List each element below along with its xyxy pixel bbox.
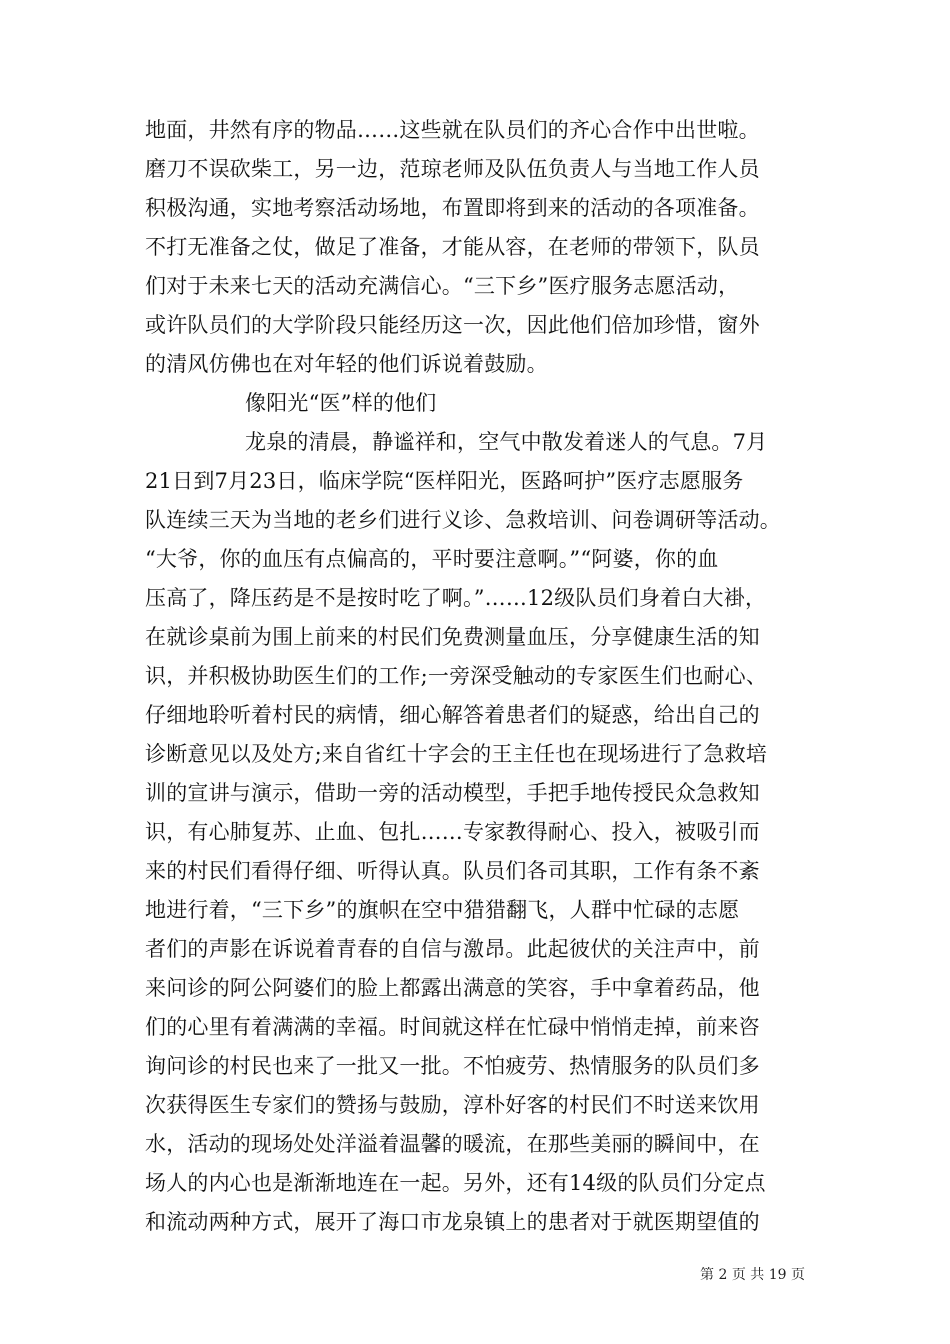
paragraph-2-line: 诊断意见以及处方;来自省红十字会的王主任也在现场进行了急救培 [145,742,768,766]
paragraph-1-line: 或许队员们的大学阶段只能经历这一次，因此他们倍加珍惜，窗外 [145,313,760,337]
paragraph-2-line: 龙泉的清晨，静谧祥和，空气中散发着迷人的气息。7月 [245,430,768,454]
paragraph-2-line: 询问诊的村民也来了一批又一批。不怕疲劳、热情服务的队员们多 [145,1054,760,1078]
paragraph-2-line: 者们的声影在诉说着青春的自信与激昂。此起彼伏的关注声中，前 [145,937,760,961]
paragraph-1-line: 们对于未来七天的活动充满信心。“三下乡”医疗服务志愿活动， [145,274,740,298]
paragraph-2-line: 水，活动的现场处处洋溢着温馨的暖流，在那些美丽的瞬间中，在 [145,1132,760,1156]
paragraph-1-line: 磨刀不误砍柴工，另一边，范琼老师及队伍负责人与当地工作人员 [145,157,760,181]
paragraph-1-line: 不打无准备之仗，做足了准备，才能从容，在老师的带领下，队员 [145,235,760,259]
paragraph-2-line: 识，有心肺复苏、止血、包扎……专家教得耐心、投入，被吸引而 [145,820,760,844]
paragraph-2-line: 在就诊桌前为围上前来的村民们免费测量血压，分享健康生活的知 [145,625,760,649]
paragraph-2-line: 21日到7月23日，临床学院“医样阳光，医路呵护”医疗志愿服务 [145,469,744,493]
paragraph-2-line: 地进行着，“三下乡”的旗帜在空中猎猎翻飞，人群中忙碌的志愿 [145,898,740,922]
paragraph-2-line: 来问诊的阿公阿婆们的脸上都露出满意的笑容，手中拿着药品，他 [145,976,760,1000]
paragraph-2-line: 和流动两种方式，展开了海口市龙泉镇上的患者对于就医期望值的 [145,1210,760,1234]
paragraph-2-line: 队连续三天为当地的老乡们进行义诊、急救培训、问卷调研等活动。 [145,508,781,532]
paragraph-1-line: 的清风仿佛也在对年轻的他们诉说着鼓励。 [145,352,548,376]
paragraph-2-line: 训的宣讲与演示，借助一旁的活动模型，手把手地传授民众急救知 [145,781,760,805]
paragraph-2-line: 压高了，降压药是不是按时吃了啊。”……12级队员们身着白大褂， [145,586,767,610]
paragraph-2-line: “大爷，你的血压有点偏高的，平时要注意啊。”“阿婆，你的血 [145,547,719,571]
page-number-footer: 第 2 页 共 19 页 [700,1267,805,1283]
paragraph-2-line: 来的村民们看得仔细、听得认真。队员们各司其职，工作有条不紊 [145,859,760,883]
paragraph-1-line: 地面，井然有序的物品……这些就在队员们的齐心合作中出世啦。 [145,118,760,142]
paragraph-2-line: 次获得医生专家们的赞扬与鼓励，淳朴好客的村民们不时送来饮用 [145,1093,760,1117]
paragraph-1-line: 积极沟通，实地考察活动场地，布置即将到来的活动的各项准备。 [145,196,760,220]
paragraph-2-line: 们的心里有着满满的幸福。时间就这样在忙碌中悄悄走掉，前来咨 [145,1015,760,1039]
paragraph-2-line: 仔细地聆听着村民的病情，细心解答着患者们的疑惑，给出自己的 [145,703,760,727]
section-heading: 像阳光“医”样的他们 [245,391,437,415]
paragraph-2-line: 识，并积极协助医生们的工作;一旁深受触动的专家医生们也耐心、 [145,664,768,688]
paragraph-2-line: 场人的内心也是渐渐地连在一起。另外，还有14级的队员们分定点 [145,1171,766,1195]
